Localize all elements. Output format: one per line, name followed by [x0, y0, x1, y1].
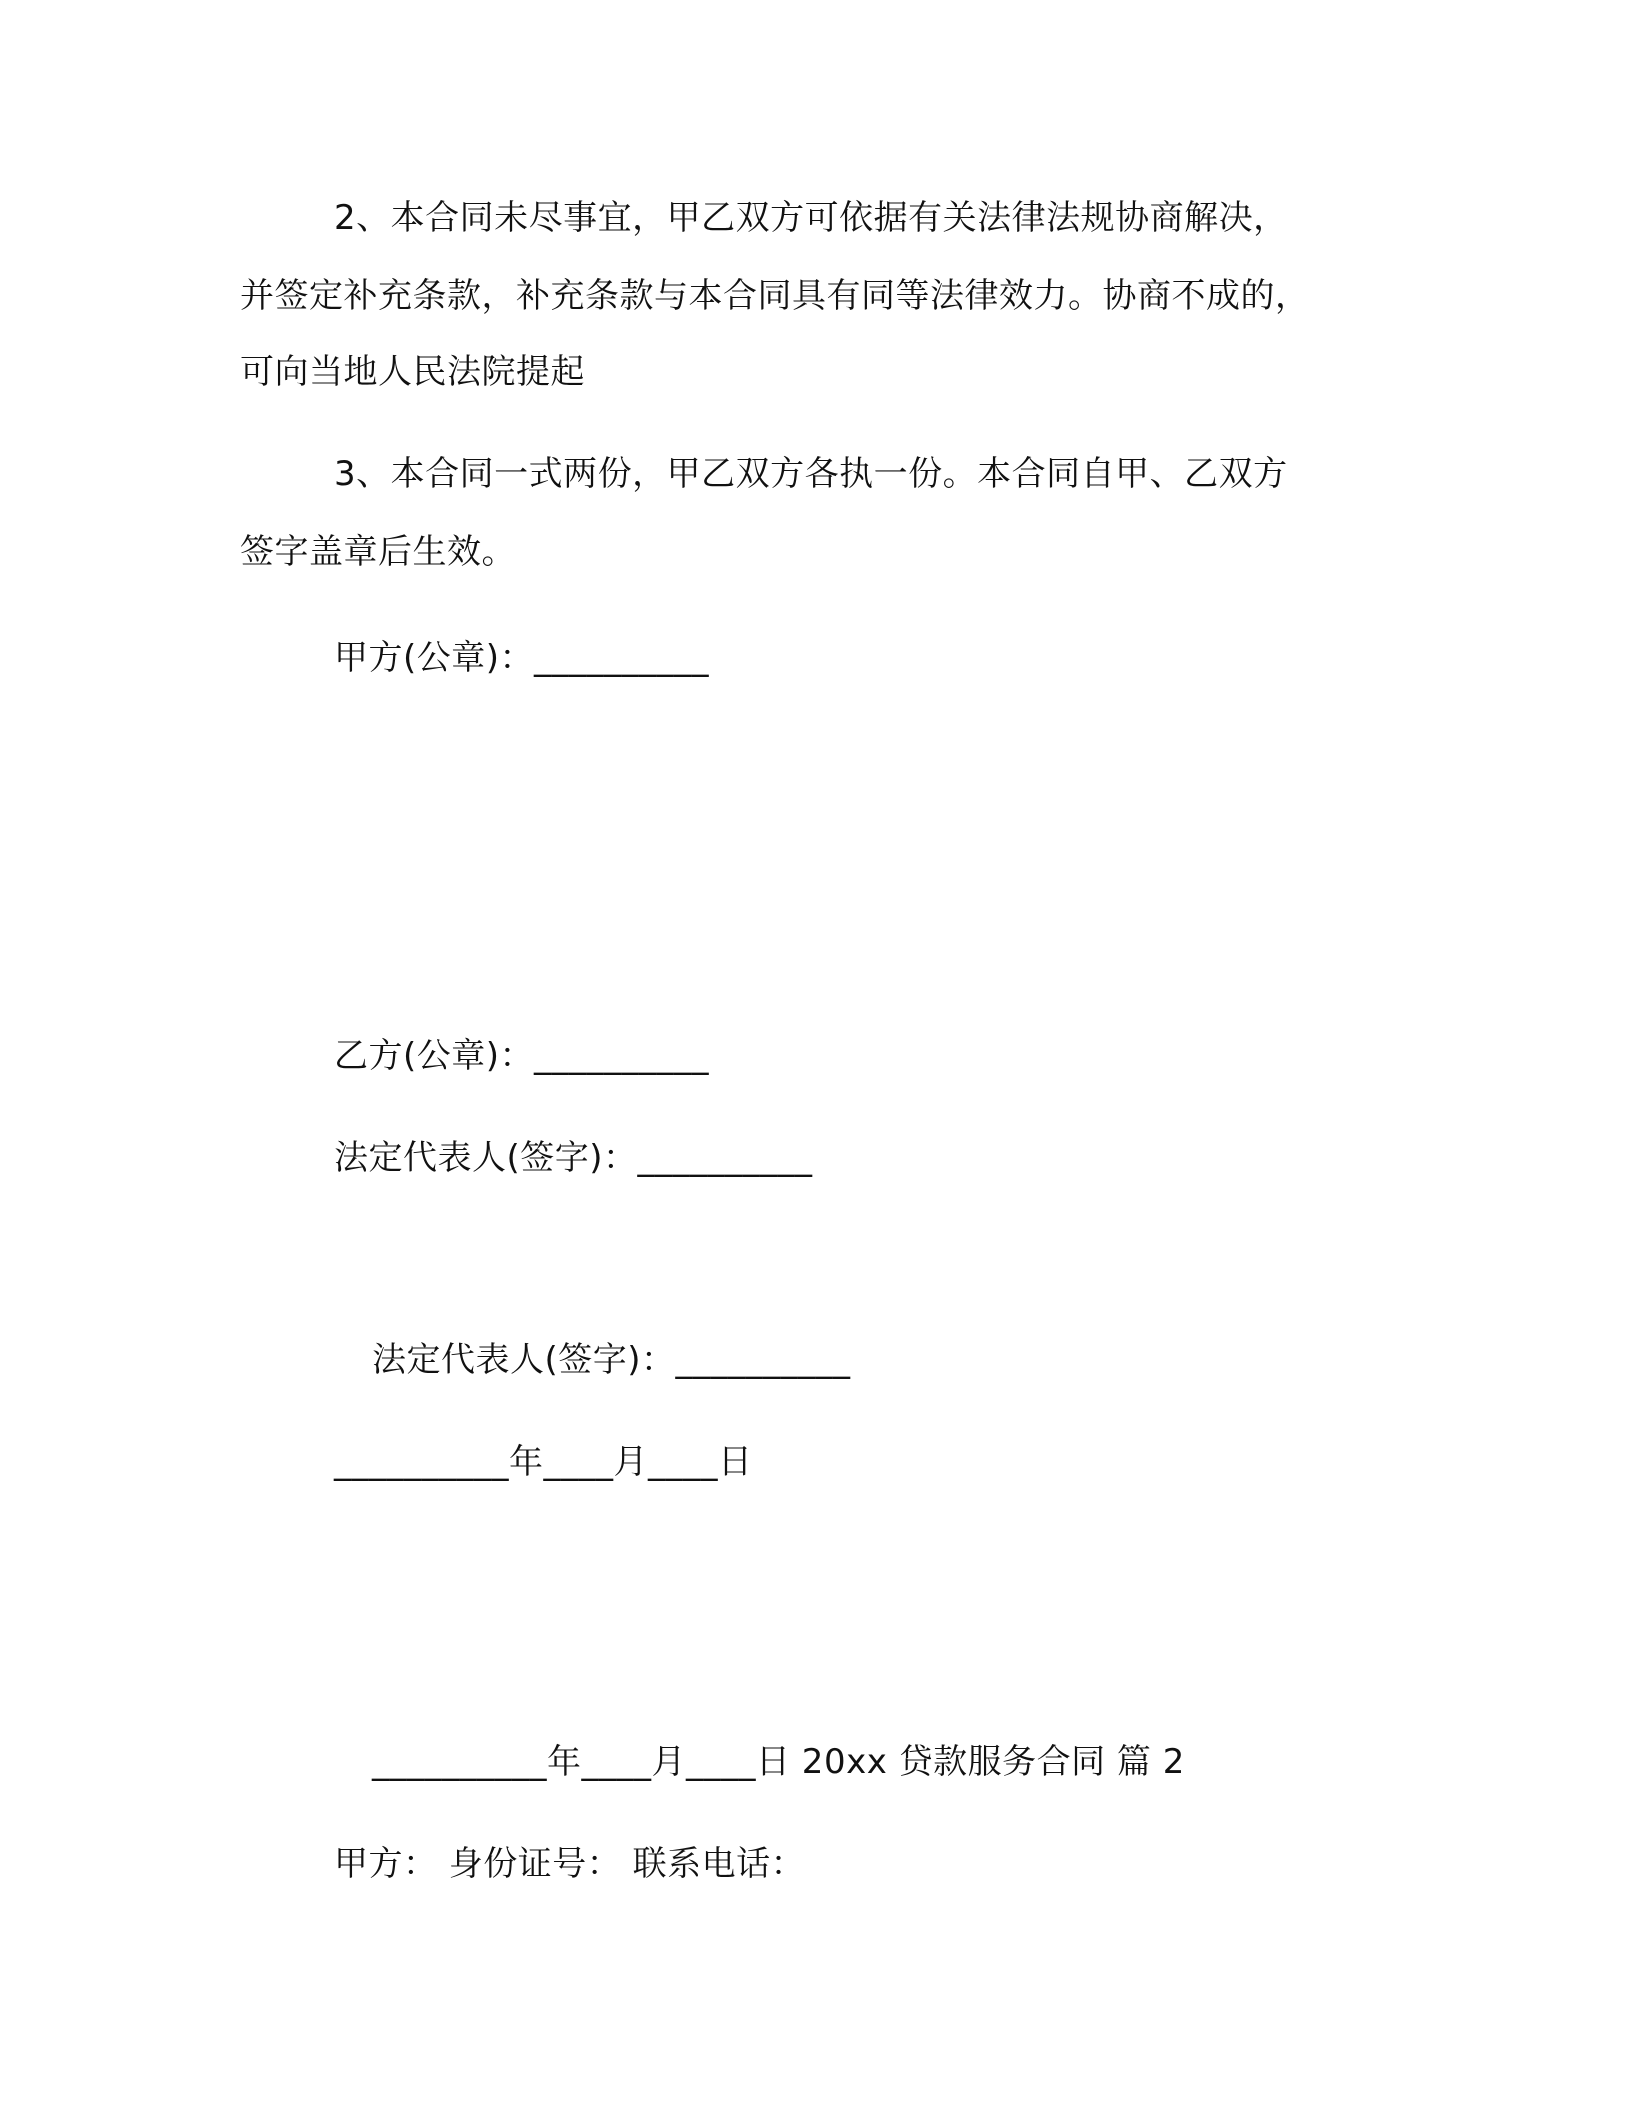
legal-rep-signature-line-2: 法定代表人(签字)：__________ [372, 1340, 851, 1380]
date-line-1: __________年____月____日 [334, 1442, 753, 1482]
clause-3-line-2: 签字盖章后生效。 [240, 532, 516, 572]
date-and-section-title: __________年____月____日 20xx 贷款服务合同 篇 2 [372, 1742, 1185, 1782]
party-a-seal-line: 甲方(公章)：__________ [334, 638, 710, 678]
clause-2-line-2: 并签定补充条款，补充条款与本合同具有同等法律效力。协商不成的， [240, 276, 1310, 316]
party-a-info-line: 甲方： 身份证号： 联系电话： [334, 1844, 806, 1884]
clause-2-line-3: 可向当地人民法院提起 [240, 352, 585, 392]
clause-3-line-1: 3、本合同一式两份，甲乙双方各执一份。本合同自甲、乙双方 [334, 454, 1288, 494]
party-b-seal-line: 乙方(公章)：__________ [334, 1036, 710, 1076]
clause-2-line-1: 2、本合同未尽事宜，甲乙双方可依据有关法律法规协商解决， [334, 198, 1288, 238]
legal-rep-signature-line-1: 法定代表人(签字)：__________ [334, 1138, 813, 1178]
